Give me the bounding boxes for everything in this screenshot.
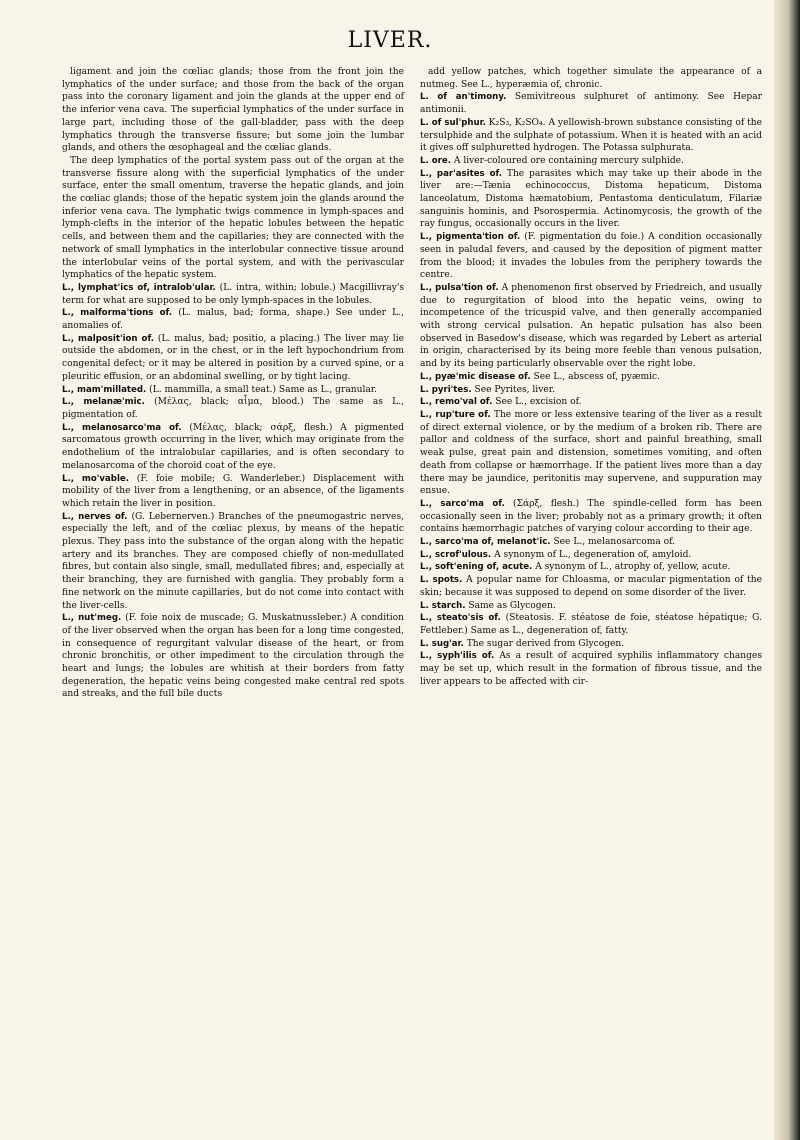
dictionary-entry [420, 561, 762, 574]
entry-definition: (L. malus, bad; forma, shape.) See under L., anomalies of. [62, 308, 404, 332]
dictionary-entry [420, 282, 762, 371]
entry-definition: The sugar derived from Glycogen. [463, 638, 625, 649]
dictionary-entry [420, 155, 762, 168]
page-header: LIVER. [347, 28, 433, 53]
entry-headword: L., remo'val of. [420, 397, 493, 408]
entry-headword: L., pigmenta'tion of. [420, 232, 521, 243]
dictionary-entry [420, 600, 762, 613]
entry-headword: L., nut'meg. [62, 613, 122, 624]
entry-headword: L., soft'ening of, acute. [420, 562, 533, 573]
entry-definition: The more or less extensive tearing of the liver as a result of direct external violence, or by the medium of a broken rib. There are pallor and coldness of the surface, short and painful breathing, small weak pulse, great pain and distension, sometimes vomiting, and often death from collapse or hæmorrhage. If the patient lives more than a day there may be jaundice, peritonitis may supervene, and suppuration may ensue. [420, 409, 762, 497]
entry-definition: (Σάρξ, flesh.) The spindle-celled form has been occasionally seen in the liver; probably not as a primary growth; it often contains hæmorrhagic patches of varying colour according to their age. [420, 498, 762, 535]
entry-definition: Semivitreous sulphuret of antimony. See Hepar antimonii. [420, 92, 762, 116]
entry-headword: L., sarco'ma of, melanot'ic. [420, 537, 551, 548]
entry-definition: (F. foie mobile; G. Wanderleber.) Displacement with mobility of the liver from a lengthening, or an absence, of the ligaments which retain the liver in position. [62, 473, 404, 509]
entry-headword: L., malposit'ion of. [62, 333, 154, 344]
dictionary-entry [420, 574, 762, 599]
paragraph: The deep lymphatics of the portal system pass out of the organ at the transverse fissure along with the superficial lymphatics of the under surface, enter the small omentum, traverse the hepatic glands, and join the cœliac glands; those of the hepatic system join the glands around the inferior vena cava. The lymphatic twigs commence in lymph-spaces and lymph-clefts in the interior of the hepatic lobules between the hepatic cells, and between them and the capillaries; they are connected with the network of small lymphatics in the interlobular connective tissue around the interlobular veins of the portal system, and with the perivascular lymphatics of the hepatic system. [62, 155, 404, 281]
entry-definition: Same as Glycogen. [465, 600, 556, 611]
entry-definition: (L. mammilla, a small teat.) Same as L., granular. [146, 384, 378, 395]
entry-definition: (L. malus, bad; positio, a placing.) The liver may lie outside the abdomen, or in the chest, or in the left hypochondrium from congenital defect; or it may be altered in position by a curved spine, or a pleuritic effusion, or an abdominal swelling, or by tight lacing. [62, 333, 404, 382]
dictionary-entry [62, 511, 404, 613]
entry-definition: (F. pigmentation du foie.) A condition occasionally seen in paludal fevers, and caused by the deposition of pigment matter from the blood; it invades the lobules from the periphery towards the centre. [420, 232, 762, 281]
dictionary-entry [420, 371, 762, 384]
entry-headword: L., par'asites of. [420, 168, 503, 179]
dictionary-entry [62, 384, 404, 397]
entry-definition: A liver-coloured ore containing mercury sulphide. [450, 155, 684, 166]
dictionary-entry [420, 168, 762, 232]
dictionary-entry [62, 282, 404, 307]
dictionary-entry [420, 650, 762, 688]
entry-headword: L., mo'vable. [62, 473, 129, 484]
entry-headword: L., melanæ'mic. [62, 397, 145, 408]
dictionary-entry [420, 549, 762, 562]
dictionary-entry [62, 396, 404, 421]
entry-headword: L., rup'ture of. [420, 409, 491, 420]
entry-definition: (G. Lebernerven.) Branches of the pneumogastric nerves, especially the left, and of the cœliac plexus, by means of the hepatic plexus. They pass into the substance of the organ along with the hepatic artery and its branches. They are composed chiefly of non-medullated fibres, but contain also single, small, medullated fibres; and, especially at their branching, they are furnished with ganglia. They probably form a fine network on the minute capillaries, but do not come into contact with the liver-cells. [62, 511, 404, 611]
entry-definition: (L. intra, within; lobule.) Macgillivray's term for what are supposed to be only lymph-spaces in the lobules. [62, 282, 404, 306]
page-edge-shadow [774, 0, 800, 1140]
dictionary-entry [62, 422, 404, 473]
dictionary-entry [62, 473, 404, 511]
entry-headword: L., steato'sis of. [420, 613, 501, 624]
entry-definition: See L., melanosarcoma of. [550, 537, 676, 548]
dictionary-entry [420, 612, 762, 637]
paragraph: add yellow patches, which together simulate the appearance of a nutmeg. See L., hyperæmia of, chronic. [420, 67, 762, 90]
entry-headword: L. of sul'phur. [420, 117, 486, 128]
entry-headword: L., pyæ'mic disease of. [420, 371, 531, 382]
entry-headword: L., pulsa'tion of. [420, 282, 499, 293]
right-column [420, 66, 762, 701]
entry-headword: L., sarco'ma of. [420, 498, 505, 509]
entry-definition: See L., excision of. [492, 397, 582, 408]
entry-headword: L. of an'timony. [420, 92, 507, 103]
dictionary-entry [62, 612, 404, 701]
dictionary-entry [420, 536, 762, 549]
dictionary-entry [420, 396, 762, 409]
entry-definition: (F. foie noix de muscade; G. Muskatnussleber.) A condition of the liver observed when the organ has been for a long time congested, in consequence of regurgitant valvular disease of the heart, or from chronic bronchitis, or other impediment to the circulation through the heart and lungs; the lobules are whitish at their borders from fatty degeneration, the hepatic veins being congested make central red spots and streaks, and the full bile ducts [62, 613, 405, 700]
entry-headword: L. pyri'tes. [420, 384, 472, 395]
entry-headword: L., malforma'tions of. [62, 308, 173, 319]
entry-definition: A synonym of L., atrophy of, yellow, acute. [532, 562, 731, 573]
entry-headword: L., lymphat'ics of, intralob'ular. [62, 282, 216, 293]
entry-definition: See L., abscess of, pyæmic. [530, 371, 661, 382]
entry-definition: A synonym of L., degeneration of, amyloid. [491, 549, 692, 560]
dictionary-entry [420, 409, 762, 498]
entry-headword: L., scrof'ulous. [420, 549, 492, 560]
entry-definition: (Steatosis. F. stéatose de foie, stéatose hépatique; G. Fettleber.) Same as L., degeneration of, fatty. [420, 613, 762, 636]
entry-headword: L., syph'ilis of. [420, 651, 495, 662]
entry-definition: (Μέλας, black; σάρξ, flesh.) A pigmented sarcomatous growth occurring in the liver, which may originate from the endothelium of the intralobular capillaries, and is often secondary to melanosarcoma of the choroid coat of the eye. [62, 422, 404, 471]
text-columns [62, 66, 762, 701]
paragraph: ligament and join the cœliac glands; those from the front join the lymphatics of the under surface; and those from the back of the organ pass into the coronary ligament and join the glands at the upper end of the inferior vena cava. The superficial lymphatics of the under surface in large part, including those of the gall-bladder, pass with the deep lymphatics through the transverse fissure; but some join the lumbar glands, and others the œsophageal and the cœliac glands. [62, 67, 404, 154]
dictionary-entry [62, 333, 404, 384]
entry-headword: L. starch. [420, 600, 466, 611]
entry-definition: See Pyrites, liver. [471, 384, 555, 395]
dictionary-entry [420, 91, 762, 116]
entry-definition: (Μέλας, black; αἷμα, blood.) The same as L., pigmentation of. [62, 397, 404, 420]
entry-definition: A phenomenon first observed by Friedreich, and usually due to regurgitation of blood into the hepatic veins, owing to incompetence of the tricuspid valve, and then generally accompanied with strong cervical pulsation. An hepatic pulsation has also been observed in Basedow's disease, which was regarded by Lebert as arterial in origin, characterised by its being more feeble than venous pulsation, and by its being particularly observable over the right lobe. [420, 282, 762, 370]
left-column [62, 66, 404, 701]
dictionary-entry [420, 117, 762, 155]
dictionary-entry [420, 384, 762, 397]
entry-definition: K₂S₃, K₂SO₄. A yellowish-brown substance consisting of the tersulphide and the sulphate of potassium. When it is heated with an acid it gives off sulphuretted hydrogen. The Potassa sulphurata. [420, 117, 762, 154]
entry-definition: The parasites which may take up their abode in the liver are:—Tænia echinococcus, Distoma hepaticum, Distoma lanceolatum, Distoma hæmatobium, Pentastoma denticulatum, Filariæ sanguinis hominis, and Psorospermia. Actinomycosis, the growth of the ray fungus, occasionally occurs in the liver. [420, 168, 762, 230]
entry-headword: L. ore. [420, 155, 451, 166]
entry-headword: L., nerves of. [62, 511, 128, 522]
entry-headword: L., mam'millated. [62, 384, 147, 395]
entry-headword: L. sug'ar. [420, 638, 464, 649]
entry-headword: L., melanosarco'ma of. [62, 422, 182, 433]
entry-definition: As a result of acquired syphilis inflammatory changes may be set up, which result in the formation of fibrous tissue, and the liver appears to be affected with cir- [420, 651, 762, 687]
entry-headword: L. spots. [420, 575, 463, 586]
dictionary-entry [420, 638, 762, 651]
dictionary-entry [420, 498, 762, 536]
entry-definition: A popular name for Chloasma, or macular pigmentation of the skin; because it was supposed to depend on some disorder of the liver. [420, 575, 762, 598]
dictionary-entry [62, 307, 404, 332]
dictionary-entry [420, 231, 762, 282]
